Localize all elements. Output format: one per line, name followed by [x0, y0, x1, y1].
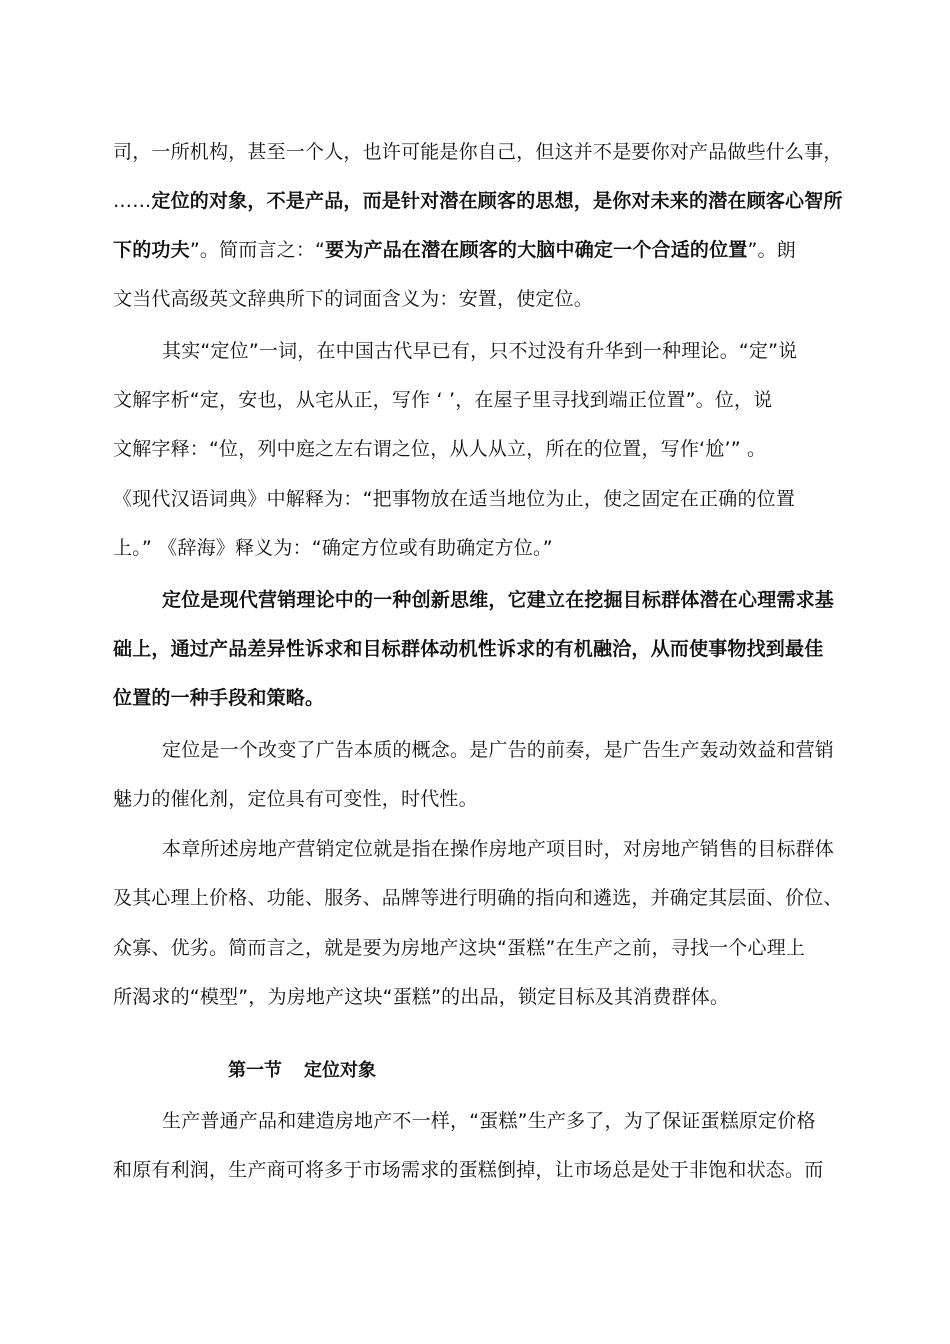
text-line: 文解字析“定，安也，从宅从正，写作 ‘ ’，在屋子里寻找到端正位置”。位，说: [113, 389, 773, 411]
section-number: 第一节: [228, 1060, 282, 1081]
plain-text: ”。朗: [747, 239, 796, 261]
ellipsis-text: ……: [113, 190, 152, 212]
text-line: 和原有利润，生产商可将多于市场需求的蛋糕倒掉，让市场总是处于非饱和状态。而: [113, 1159, 824, 1181]
text-line: 文当代高级英文辞典所下的词面含义为：安置，使定位。: [113, 288, 594, 310]
text-line: 位置的一种手段和策略。: [113, 687, 325, 709]
bold-text: 要为产品在潜在顾客的大脑中确定一个合适的位置: [325, 239, 748, 261]
text-line: 生产普通产品和建造房地产不一样，“蛋糕”生产多了，为了保证蛋糕原定价格: [162, 1110, 816, 1132]
text-line: [113, 238, 796, 262]
text-line: 其实“定位”一词，在中国古代早已有，只不过没有升华到一种理论。“定”说: [162, 340, 798, 362]
text-line: 所渴求的“模型”，为房地产这块“蛋糕”的出品，锁定目标及其消费群体。: [113, 986, 730, 1008]
section-title: 定位对象: [304, 1060, 376, 1081]
text-line: 定位是一个改变了广告本质的概念。是广告的前奏，是广告生产轰动效益和营销: [162, 739, 835, 761]
text-line: 及其心理上价格、功能、服务、品牌等进行明确的指向和遴选，并确定其层面、价位、: [113, 887, 843, 909]
bold-text: 定位的对象，不是产品，而是针对潜在顾客的思想，是你对未来的潜在顾客心智所: [151, 190, 843, 212]
text-line: 司，一所机构，甚至一个人，也许可能是你自己，但这并不是要你对产品做些什么事，: [113, 141, 843, 163]
text-line: 本章所述房地产营销定位就是指在操作房地产项目时，对房地产销售的目标群体: [162, 838, 835, 860]
text-line: 定位是现代营销理论中的一种创新思维，它建立在挖掘目标群体潜在心理需求基: [162, 589, 835, 611]
section-heading: [228, 1059, 376, 1083]
text-line: 上。” 《辞海》释义为：“确定方位或有助确定方位。”: [113, 537, 553, 559]
bold-text: 下的功夫: [113, 239, 190, 261]
text-line: 文解字释：“位，列中庭之左右谓之位，从人从立，所在的位置，写作‘尬’” 。: [113, 438, 767, 460]
text-line: 魅力的催化剂，定位具有可变性，时代性。: [113, 788, 478, 810]
text-line: 《现代汉语词典》中解释为：“把事物放在适当地位为止，使之固定在正确的位置: [113, 488, 796, 510]
text-line: 众寡、优劣。简而言之，就是要为房地产这块“蛋糕”在生产之前，寻找一个心理上: [113, 937, 806, 959]
text-line: [113, 189, 843, 213]
text-line: 础上，通过产品差异性诉求和目标群体动机性诉求的有机融洽，从而使事物找到最佳: [113, 638, 824, 660]
plain-text: ”。简而言之：“: [189, 239, 326, 261]
